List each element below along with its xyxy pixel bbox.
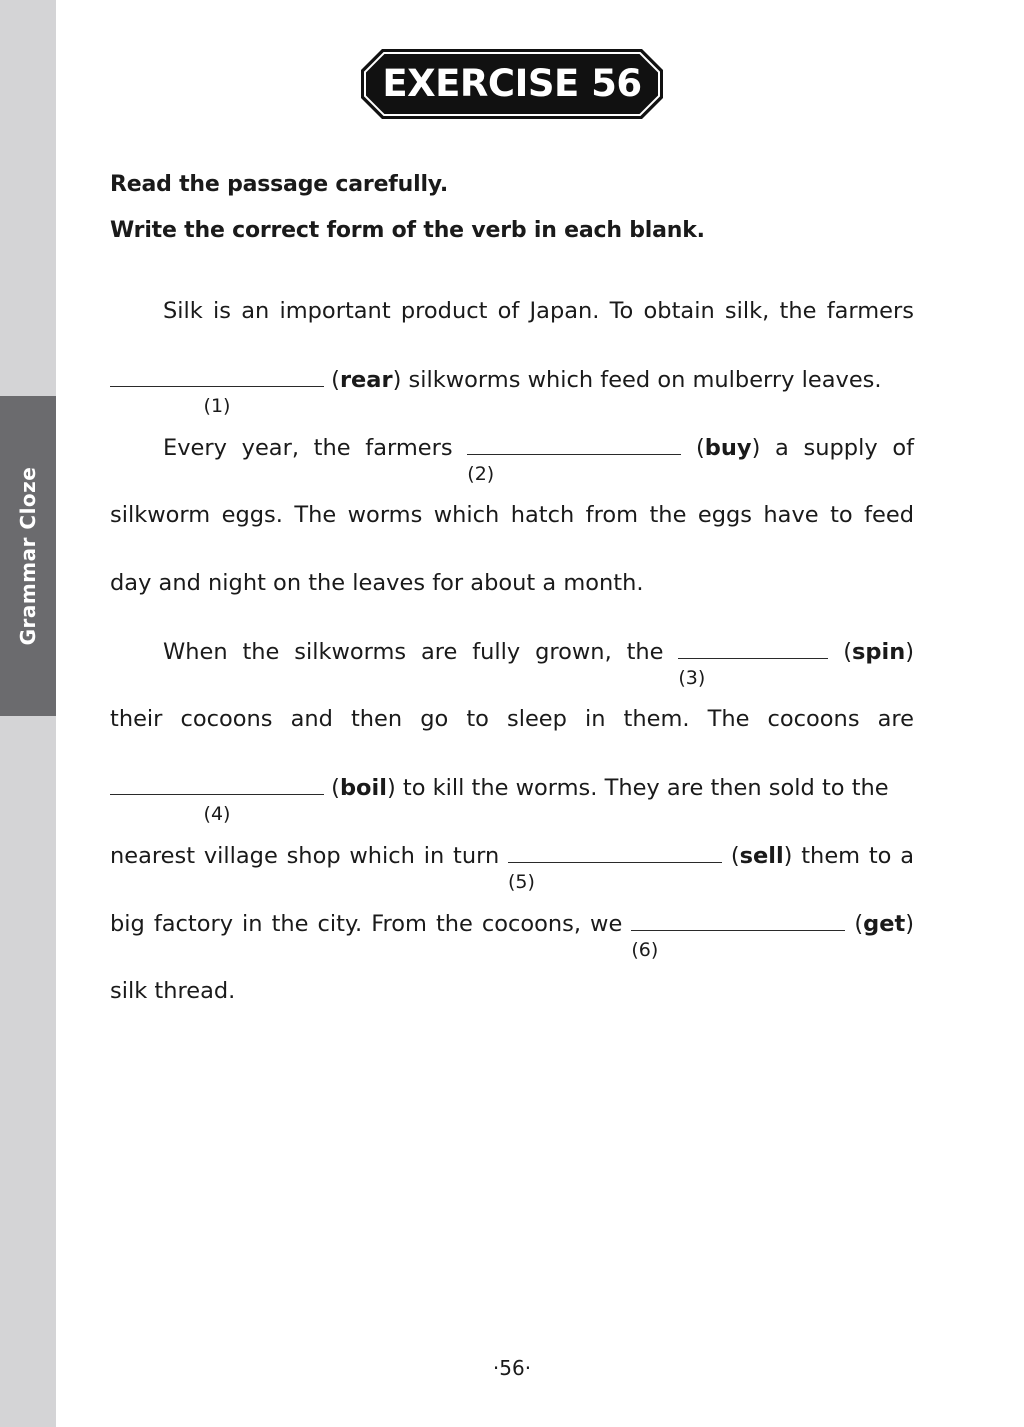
verb-hint: sell [739,843,784,869]
verb-open-paren: ( [854,911,864,937]
blank-3[interactable] [678,636,828,689]
passage-text: When the silkworms are fully grown, the [163,639,664,665]
passage-text: big factory in the city. From the cocoons, we [110,911,623,937]
passage-text: silk thread. [110,978,236,1004]
blank-number: (1) [203,395,231,417]
verb-hint: spin [852,639,906,665]
passage-line-5 [110,568,914,598]
blank-number: (5) [508,871,535,893]
passage-line-2 [110,364,914,417]
passage-line-4 [110,500,914,530]
blank-5[interactable] [508,840,722,893]
passage-text: day and night on the leaves for about a month. [110,570,644,596]
instruction-1: Read the passage carefully. [110,172,449,197]
page-title: EXERCISE 56 [382,62,642,105]
passage-line-1 [110,296,914,326]
passage-text: Every year, the farmers [163,435,453,461]
instruction-2: Write the correct form of the verb in each blank. [110,218,705,243]
verb-hint: rear [339,367,393,393]
blank-6[interactable] [631,908,845,961]
verb-hint: boil [339,775,387,801]
passage-text: nearest village shop which in turn [110,843,500,869]
blank-number: (6) [631,939,659,961]
verb-open-paren: ( [843,639,852,665]
verb-close-paren: ) [905,911,915,937]
blank-4[interactable] [110,772,324,825]
passage-text: ) silkworms which feed on mulberry leaves. [392,367,882,393]
passage-text: their cocoons and then go to sleep in them. The cocoons are [110,706,914,732]
blank-2[interactable] [467,432,681,485]
passage-text: ) to kill the worms. They are then sold to the [386,775,889,801]
verb-hint: get [863,911,906,937]
verb-open-paren: ( [331,775,340,801]
blank-number: (3) [678,667,706,689]
passage-text: silkworm eggs. The worms which hatch from the eggs have to feed [110,502,914,528]
blank-number: (2) [467,463,495,485]
side-tab-label: Grammar Cloze [16,466,40,646]
verb-close-paren: ) [905,639,915,665]
verb-close-paren: ) a supply of [751,435,915,461]
passage-line-3 [110,432,915,485]
passage-text: ) them to a [783,843,915,869]
passage-line-9 [110,840,915,893]
passage-text: Silk is an important product of Japan. To obtain silk, the farmers [163,298,914,324]
passage-line-6 [110,636,915,689]
verb-open-paren: ( [331,367,340,393]
page-number: ·56· [492,1356,532,1380]
blank-number: (4) [203,803,231,825]
passage-line-8 [110,772,914,825]
verb-open-paren: ( [696,435,705,461]
title-badge [360,48,664,120]
verb-hint: buy [704,435,752,461]
passage-line-10 [110,908,915,961]
passage-line-11 [110,976,914,1006]
blank-1[interactable] [110,364,324,417]
verb-open-paren: ( [730,843,740,869]
passage-line-7 [110,704,914,734]
